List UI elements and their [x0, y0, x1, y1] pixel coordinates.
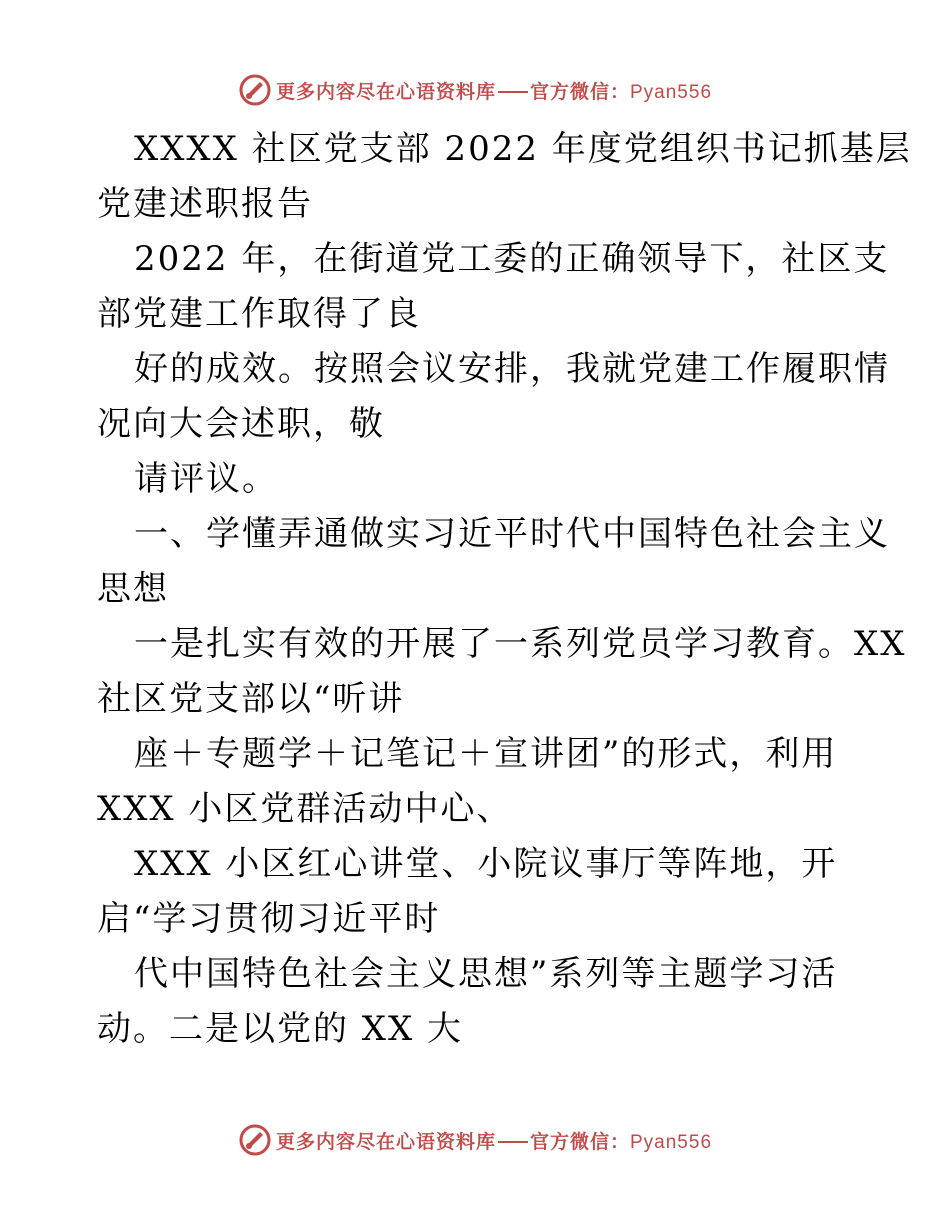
text-line: XXXX 社区党支部 2022 年度党组织书记抓基层: [134, 129, 912, 169]
text-line: XXX 小区党群活动中心、: [97, 789, 513, 829]
text-line: 代中国特色社会主义思想”系列等主题学习活: [134, 954, 838, 994]
text-line: 社区党支部以“听讲: [97, 679, 405, 719]
text-line: 座＋专题学＋记笔记＋宣讲团”的形式，利用: [134, 734, 838, 774]
text-line: 一是扎实有效的开展了一系列党员学习教育。XX: [134, 624, 907, 664]
watermark-official-text: 官方微信：: [529, 1130, 630, 1153]
logo-icon: [238, 1123, 272, 1157]
watermark-main-text: 更多内容尽在心语资料库: [275, 1130, 496, 1153]
text-line: 2022 年，在街道党工委的正确领导下，社区支: [134, 239, 890, 279]
watermark-id-text: Pyan556: [630, 81, 713, 103]
logo-icon: [238, 73, 272, 107]
watermark-official-text: 官方微信：: [529, 80, 630, 103]
watermark-main-text: 更多内容尽在心语资料库: [275, 80, 496, 103]
text-line: 部党建工作取得了良: [97, 294, 421, 334]
text-line: 思想: [97, 569, 169, 609]
watermark-label: [276, 1127, 712, 1154]
watermark-id-text: Pyan556: [630, 1131, 713, 1153]
watermark-dash: [498, 91, 528, 93]
text-line: 党建述职报告: [97, 184, 313, 224]
document-body: [97, 122, 912, 1057]
text-line: 况向大会述职，敬: [97, 404, 385, 444]
text-line: XXX 小区红心讲堂、小院议事厅等阵地，开: [134, 844, 838, 884]
watermark-header: [0, 70, 950, 110]
text-line: 启“学习贯彻习近平时: [97, 899, 441, 939]
text-line: 请评议。: [134, 459, 278, 499]
watermark-footer: [0, 1120, 950, 1160]
text-line: 动。二是以党的 XX 大: [97, 1009, 464, 1049]
watermark-dash: [498, 1141, 528, 1143]
watermark-label: [276, 77, 712, 104]
text-line: 好的成效。按照会议安排，我就党建工作履职情: [134, 349, 890, 389]
text-line: 一、学懂弄通做实习近平时代中国特色社会主义: [134, 514, 890, 554]
